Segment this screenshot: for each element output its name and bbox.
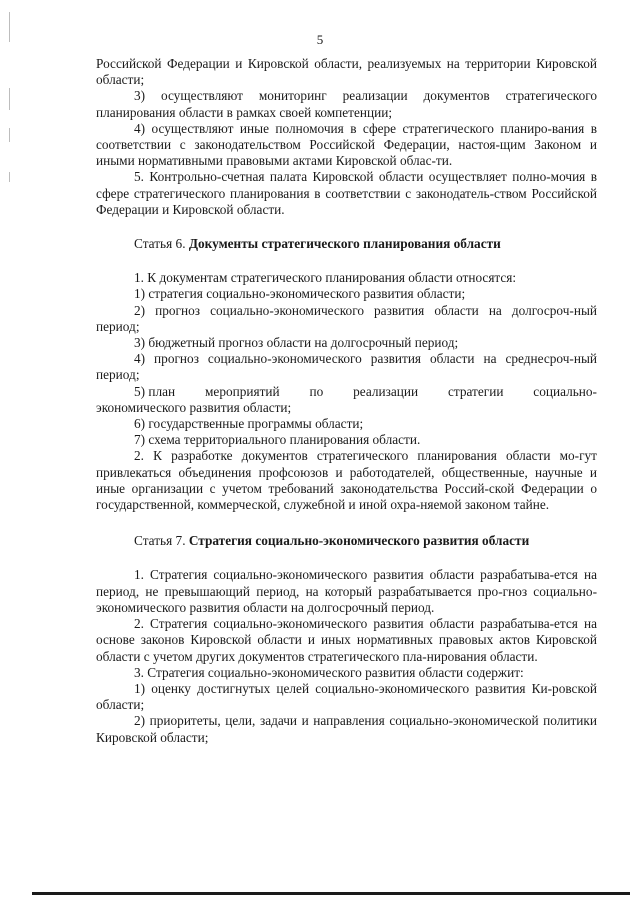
paragraph: 1. Стратегия социально-экономического развития области разрабатыва-ется на период, не превышающий период, на который разрабатывается про-гноз социально-экономического развития области на долгосрочный период.: [96, 567, 597, 615]
paragraph: 2. К разработке документов стратегического планирования области мо-гут привлекаться объединения профсоюзов и работодателей, общественные, научные и иные организации с учетом требований законодательства Россий-ской Федерации о государственной, коммерческой, служебной и иной охра-няемой законом тайне.: [96, 448, 597, 513]
paragraph: 2. Стратегия социально-экономического развития области разрабатыва-ется на основе законов Кировской области и иных нормативных правовых актов Кировской области с учетом других документов стратегического пла-нирования области.: [96, 616, 597, 664]
paragraph: 1. К документам стратегического планирования области относятся:: [134, 270, 517, 286]
word: социально-: [533, 383, 597, 399]
article-6-heading: [96, 236, 597, 252]
edge-mark: [9, 172, 10, 182]
paragraph: 5. Контрольно-счетная палата Кировской области осуществляет полно-мочия в сфере стратегического планирования в соответствии с законодатель-ством Российской Федерации и Кировской области.: [96, 169, 597, 217]
article-7-label: Статья 7.: [134, 533, 186, 549]
list-item: 6) государственные программы области;: [134, 416, 364, 432]
list-item-continuation: экономического развития области;: [96, 399, 292, 415]
list-item: 7) схема территориального планирования области.: [134, 432, 421, 448]
paragraph: 3) осуществляют мониторинг реализации документов стратегического планирования области в рамках своей компетенции;: [96, 88, 597, 120]
word: мероприятий: [205, 383, 280, 399]
paragraph: 4) осуществляют иные полномочия в сфере стратегического планиро-вания в соответствии с законодательством Российской Федерации, настоя-щим Законом и иными нормативными правовыми актами Кировской облас-ти.: [96, 120, 597, 169]
list-item: 4) прогноз социально-экономического развития области на среднесроч-ный период;: [96, 351, 597, 383]
list-item: 3) бюджетный прогноз области на долгосрочный период;: [134, 335, 459, 351]
list-item-spread: [96, 384, 597, 400]
edge-mark: [9, 128, 10, 142]
edge-mark: [9, 88, 10, 110]
page-number: 5: [316, 32, 324, 47]
list-item: 2) прогноз социально-экономического развития области на долгосроч-ный период;: [96, 302, 597, 334]
word: реализации: [353, 383, 419, 399]
list-item: 2) приоритеты, цели, задачи и направления социально-экономической политики Кировской области;: [96, 713, 597, 745]
list-item: 1) стратегия социально-экономического развития области;: [134, 286, 466, 302]
article-7-title: Стратегия социально-экономического развития области: [188, 533, 530, 549]
article-7-heading: [96, 533, 597, 549]
article-6-label: Статья 6.: [134, 236, 186, 252]
paragraph: Российской Федерации и Кировской области, реализуемых на территории Кировской области;: [96, 56, 597, 88]
document-body: [96, 56, 597, 746]
word: 5) план: [134, 383, 176, 399]
word: по: [309, 383, 324, 399]
bottom-rule: [32, 892, 630, 895]
list-item: 1) оценку достигнутых целей социально-экономического развития Ки-ровской области;: [96, 680, 597, 713]
word: стратегии: [447, 383, 504, 399]
article-6-title: Документы стратегического планирования области: [188, 236, 501, 252]
left-edge-scan-marks: [0, 0, 20, 905]
paragraph: 3. Стратегия социально-экономического развития области содержит:: [134, 664, 524, 680]
